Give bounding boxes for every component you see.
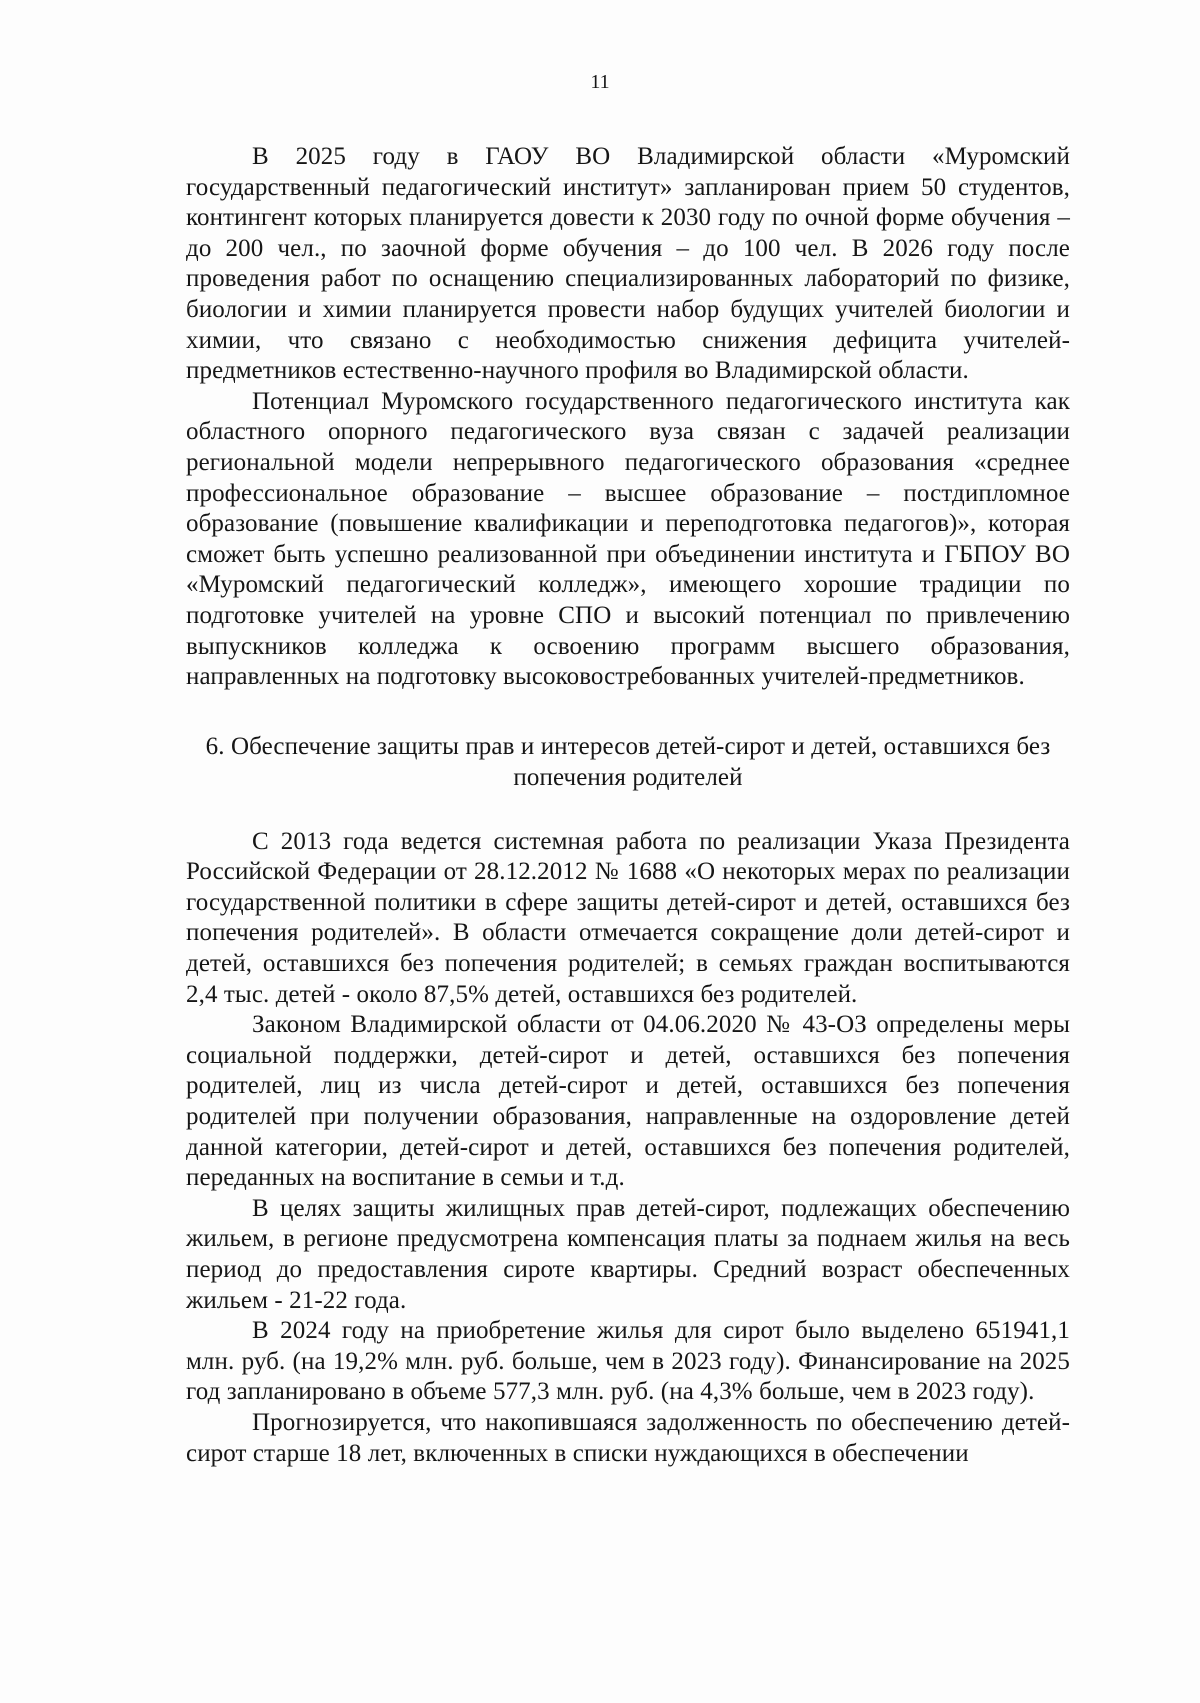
paragraph-regional-law: Законом Владимирской области от 04.06.2020 № 43-ОЗ определены меры социальной поддержки, детей-сирот и детей, оставшихся без попечения родителей, лиц из числа детей-сирот и детей, оставшихся без попечения родителей при получении образования, направленные на оздоровление детей данной категории, детей-сирот и детей, оставшихся без попечения родителей, переданных на воспитание в семьи и т.д. xyxy=(186,1011,1070,1192)
paragraph-housing-rights: В целях защиты жилищных прав детей-сирот, подлежащих обеспечению жильем, в регионе предусмотрена компенсация платы за поднаем жилья на весь период до предоставления сироте квартиры. Средний возраст обеспеченных жильем - 21-22 года. xyxy=(186,1194,1070,1314)
section-heading xyxy=(186,731,1070,793)
page-number: 11 xyxy=(590,71,610,93)
paragraph-presidential-decree: С 2013 года ведется системная работа по реализации Указа Президента Российской Федерации от 28.12.2012 № 1688 «О некоторых мерах по реализации государственной политики в сфере защиты детей-сирот и детей, оставшихся без попечения родителей». В области отмечается сокращение доли детей-сирот и детей, оставшихся без попечения родителей; в семьях граждан воспитываются 2,4 тыс. детей - около 87,5% детей, оставшихся без родителей. xyxy=(186,827,1070,1008)
paragraph-institute-potential: Потенциал Муромского государственного педагогического института как областного опорного педагогического вуза связан с задачей реализации региональной модели непрерывного педагогического образования «среднее профессиональное образование – высшее образование – постдипломное образование (повышение квалификации и переподготовка педагогов)», которая сможет быть успешно реализованной при объединении института и ГБПОУ ВО «Муромский педагогический колледж», имеющего хорошие традиции по подготовке учителей на уровне СПО и высокий потенциал по привлечению выпускников колледжа к освоению программ высшего образования, направленных на подготовку высоковостребованных учителей-предметников. xyxy=(186,387,1070,691)
section-heading-line-2: попечения родителей xyxy=(513,763,743,791)
paragraph-muromsky-admission: В 2025 году в ГАОУ ВО Владимирской области «Муромский государственный педагогический институт» запланирован прием 50 студентов, контингент которых планируется довести к 2030 году по очной форме обучения – до 200 чел., по заочной форме обучения – до 100 чел. В 2026 году после проведения работ по оснащению специализированных лабораторий по физике, биологии и химии планируется провести набор будущих учителей биологии и химии, что связано с необходимостью снижения дефицита учителей-предметников естественно-научного профиля во Владимирской области. xyxy=(186,143,1070,385)
document-body xyxy=(186,142,1070,1469)
section-heading-line-1: 6. Обеспечение защиты прав и интересов детей-сирот и детей, оставшихся без xyxy=(205,732,1051,760)
paragraph-housing-funding: В 2024 году на приобретение жилья для сирот было выделено 651941,1 млн. руб. (на 19,2% млн. руб. больше, чем в 2023 году). Финансирование на 2025 год запланировано в объеме 577,3 млн. руб. (на 4,3% больше, чем в 2023 году). xyxy=(186,1317,1070,1406)
paragraph-debt-forecast: Прогнозируется, что накопившаяся задолженность по обеспечению детей-сирот старше 18 лет, включенных в списки нуждающихся в обеспечении xyxy=(186,1408,1070,1467)
